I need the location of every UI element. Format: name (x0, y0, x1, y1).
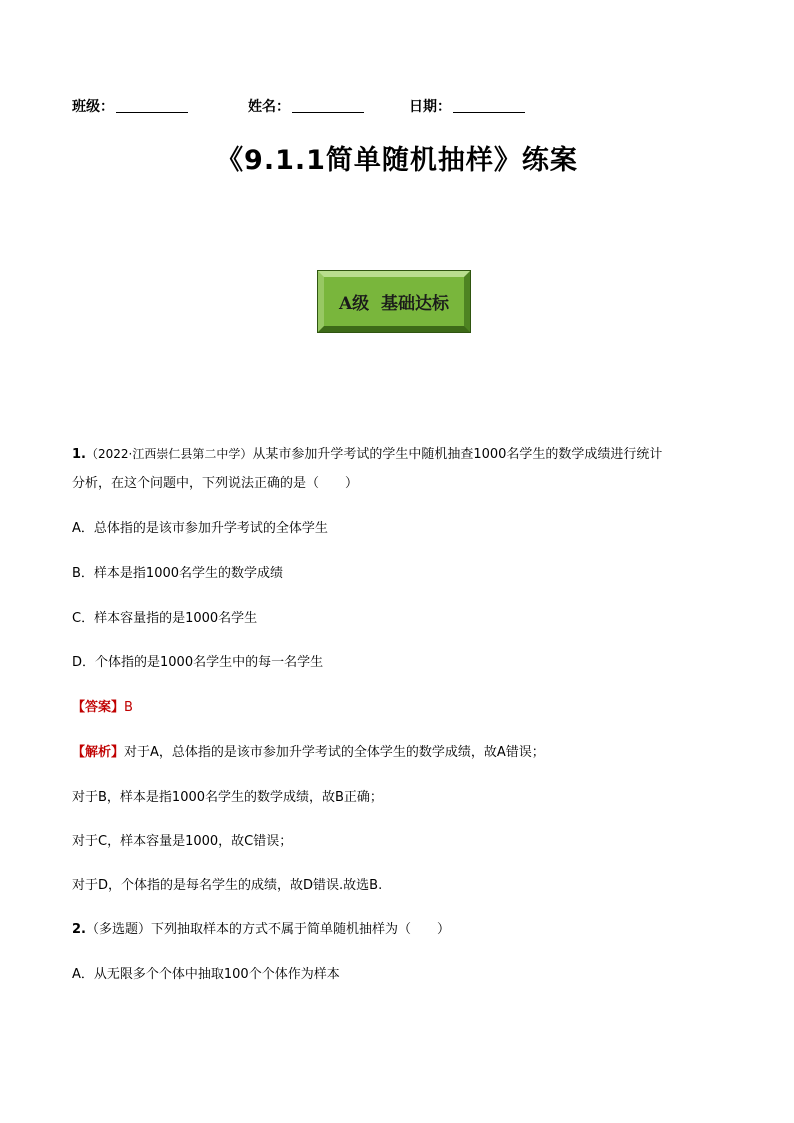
class-field (72, 96, 188, 116)
q1-stem-line1 (72, 444, 732, 465)
q1-analysis-line1 (72, 743, 732, 763)
answer-value: B (124, 700, 133, 715)
q2-number: 2. (72, 922, 86, 937)
q1-analysis-line4: 对于D，个体指的是每名学生的成绩，故D错误.故选B. (72, 878, 383, 893)
q1-number: 1. (72, 447, 86, 462)
q2-option-a: A．从无限多个个体中抽取100个个体作为样本 (72, 967, 340, 982)
q1-analysis-line3: 对于C，样本容量是1000，故C错误； (72, 834, 293, 849)
date-field (409, 96, 525, 116)
level-badge (318, 271, 470, 332)
q2-stem (72, 920, 732, 940)
q1-source: （2022·江西崇仁县第二中学） (85, 447, 253, 461)
name-label: 姓名： (248, 99, 290, 115)
q1-option-d: D．个体指的是1000名学生中的每一名学生 (72, 655, 324, 670)
date-label: 日期： (409, 99, 451, 115)
name-blank (292, 98, 364, 113)
page-title: 《9.1.1简单随机抽样》练案 (216, 145, 578, 176)
q2-stem-text: 下列抽取样本的方式不属于简单随机抽样为（ ） (151, 922, 451, 937)
analysis-text1: 对于A，总体指的是该市参加升学考试的全体学生的数学成绩，故A错误； (124, 745, 545, 760)
q1-stem-line2: 分析，在这个问题中，下列说法正确的是（ ） (72, 476, 359, 491)
level-label: A级 基础达标 (324, 277, 464, 326)
q1-option-a: A．总体指的是该市参加升学考试的全体学生 (72, 521, 328, 536)
analysis-tag: 【解析】 (72, 745, 125, 760)
q2-type: （多选题） (85, 922, 151, 937)
q1-answer (72, 698, 732, 718)
q1-stem-text1: 从某市参加升学考试的学生中随机抽查1000名学生的数学成绩进行统计 (252, 447, 663, 462)
q1-analysis-line2: 对于B，样本是指1000名学生的数学成绩，故B正确； (72, 790, 383, 805)
class-label: 班级： (72, 99, 114, 115)
name-field (248, 96, 364, 116)
class-blank (116, 98, 188, 113)
student-info-row (72, 96, 672, 118)
answer-tag: 【答案】 (72, 700, 125, 715)
q1-option-c: C．样本容量指的是1000名学生 (72, 611, 258, 626)
q1-option-b: B．样本是指1000名学生的数学成绩 (72, 566, 284, 581)
date-blank (453, 98, 525, 113)
